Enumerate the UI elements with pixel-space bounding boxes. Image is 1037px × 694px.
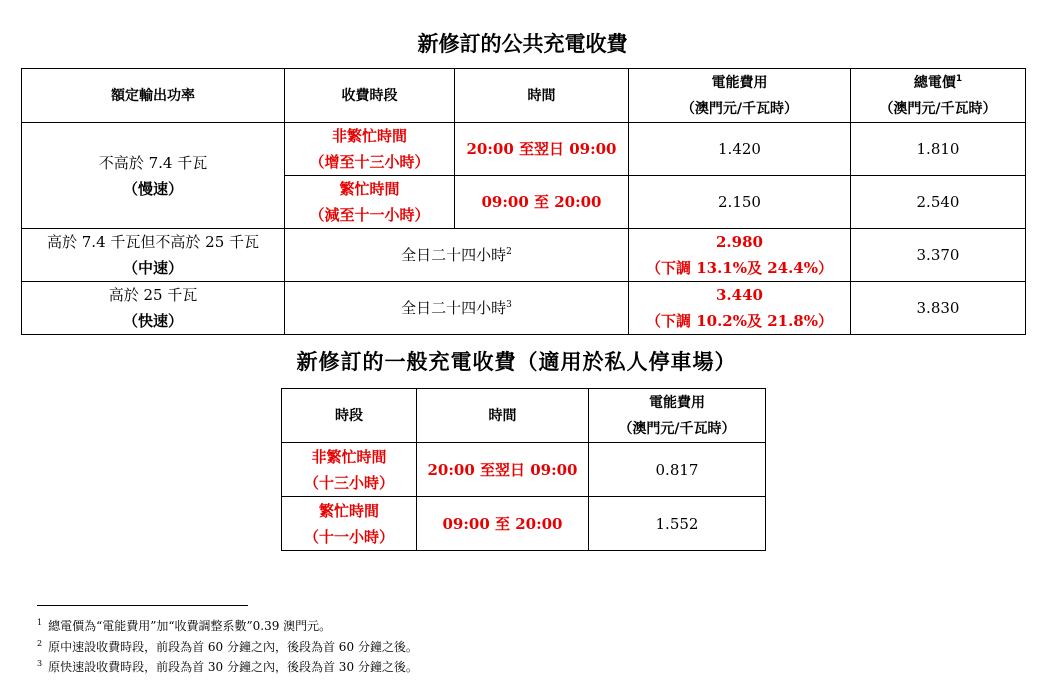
period-offpeak-label: 非繁忙時間 bbox=[311, 447, 387, 466]
total-fast: 3.830 bbox=[851, 282, 1026, 335]
period-peak-note: （十一小時） bbox=[303, 527, 394, 546]
table-row bbox=[282, 497, 766, 551]
power-fast-label: 高於 25 千瓦 bbox=[108, 286, 198, 304]
period-medium bbox=[285, 229, 629, 282]
footnote bbox=[37, 640, 418, 654]
period-offpeak-note: （十三小時） bbox=[303, 473, 394, 492]
time-offpeak: 20:00 至翌日 09:00 bbox=[455, 123, 629, 176]
header-energy-label: 電能費用 bbox=[649, 394, 705, 411]
power-medium-label: 高於 7.4 千瓦但不高於 25 千瓦 bbox=[46, 233, 259, 251]
header-total-label: 總電價 bbox=[913, 74, 956, 91]
period-fast-label: 全日二十四小時 bbox=[401, 299, 507, 317]
energy-fast-value: 3.440 bbox=[716, 286, 763, 304]
total-slow-offpeak: 1.810 bbox=[851, 123, 1026, 176]
public-charging-table-title: 新修訂的公共充電收費 bbox=[417, 32, 628, 56]
footnote-text: 原快速設收費時段，前段為首 30 分鐘之內，後段為首 30 分鐘之後。 bbox=[48, 660, 418, 674]
table-row bbox=[22, 123, 1026, 176]
header-period: 時段 bbox=[282, 389, 417, 443]
footnote-divider bbox=[37, 605, 248, 606]
energy-medium-change: （下調 13.1%及 24.4%） bbox=[645, 259, 834, 277]
energy-medium bbox=[629, 229, 851, 282]
period-peak bbox=[282, 497, 417, 551]
footnote bbox=[37, 660, 418, 674]
time-peak: 09:00 至 20:00 bbox=[455, 176, 629, 229]
private-charging-fee-table bbox=[281, 388, 766, 551]
energy-peak: 1.552 bbox=[589, 497, 766, 551]
table-row bbox=[22, 282, 1026, 335]
period-offpeak bbox=[285, 123, 455, 176]
footnote-ref-1: 1 bbox=[955, 73, 963, 84]
energy-fast bbox=[629, 282, 851, 335]
energy-slow-peak: 2.150 bbox=[629, 176, 851, 229]
power-slow-label: 不高於 7.4 千瓦 bbox=[98, 153, 208, 172]
energy-slow-offpeak: 1.420 bbox=[629, 123, 851, 176]
private-charging-table-title: 新修訂的一般充電收費（適用於私人停車場） bbox=[296, 350, 737, 374]
period-offpeak-label: 非繁忙時間 bbox=[331, 127, 407, 145]
table-row bbox=[22, 229, 1026, 282]
table-header-row bbox=[282, 389, 766, 443]
footnote bbox=[37, 619, 331, 633]
header-period: 收費時段 bbox=[285, 69, 455, 123]
energy-fast-change: （下調 10.2%及 21.8%） bbox=[645, 312, 834, 330]
header-time: 時間 bbox=[417, 389, 589, 443]
time-peak: 09:00 至 20:00 bbox=[417, 497, 589, 551]
footnote-text: 總電價為“電能費用”加“收費調整系數”0.39 澳門元。 bbox=[48, 619, 332, 633]
power-medium bbox=[22, 229, 285, 282]
footnote-number: 3 bbox=[37, 659, 43, 668]
period-peak-label: 繁忙時間 bbox=[339, 180, 400, 198]
header-total-unit: （澳門元/千瓦時） bbox=[879, 100, 997, 117]
period-medium-label: 全日二十四小時 bbox=[401, 246, 507, 264]
power-medium-speed: （中速） bbox=[122, 259, 183, 277]
energy-offpeak: 0.817 bbox=[589, 443, 766, 497]
power-slow bbox=[22, 123, 285, 229]
header-total-price bbox=[851, 69, 1026, 123]
period-offpeak bbox=[282, 443, 417, 497]
period-peak bbox=[285, 176, 455, 229]
energy-medium-value: 2.980 bbox=[716, 233, 763, 251]
power-fast bbox=[22, 282, 285, 335]
time-offpeak: 20:00 至翌日 09:00 bbox=[417, 443, 589, 497]
period-peak-label: 繁忙時間 bbox=[318, 501, 379, 520]
power-slow-speed: （慢速） bbox=[122, 179, 183, 198]
footnote-text: 原中速設收費時段，前段為首 60 分鐘之內，後段為首 60 分鐘之後。 bbox=[48, 640, 418, 654]
footnote-number: 1 bbox=[37, 618, 43, 627]
total-slow-peak: 2.540 bbox=[851, 176, 1026, 229]
period-peak-note: （減至十一小時） bbox=[309, 206, 430, 224]
header-energy-unit: （澳門元/千瓦時） bbox=[680, 100, 799, 117]
header-energy-unit: （澳門元/千瓦時） bbox=[618, 420, 736, 437]
footnote-ref-3: 3 bbox=[506, 300, 512, 310]
header-power: 額定輸出功率 bbox=[22, 69, 285, 123]
public-charging-fee-table bbox=[21, 68, 1026, 335]
period-offpeak-note: （增至十三小時） bbox=[309, 153, 430, 171]
total-medium: 3.370 bbox=[851, 229, 1026, 282]
table-row bbox=[282, 443, 766, 497]
table-header-row bbox=[22, 69, 1026, 123]
header-energy-fee bbox=[589, 389, 766, 443]
header-energy-label: 電能費用 bbox=[711, 74, 768, 91]
period-fast bbox=[285, 282, 629, 335]
header-time: 時間 bbox=[455, 69, 629, 123]
header-energy-fee bbox=[629, 69, 851, 123]
footnote-number: 2 bbox=[37, 639, 43, 648]
power-fast-speed: （快速） bbox=[122, 312, 183, 330]
footnote-ref-2: 2 bbox=[506, 247, 512, 257]
